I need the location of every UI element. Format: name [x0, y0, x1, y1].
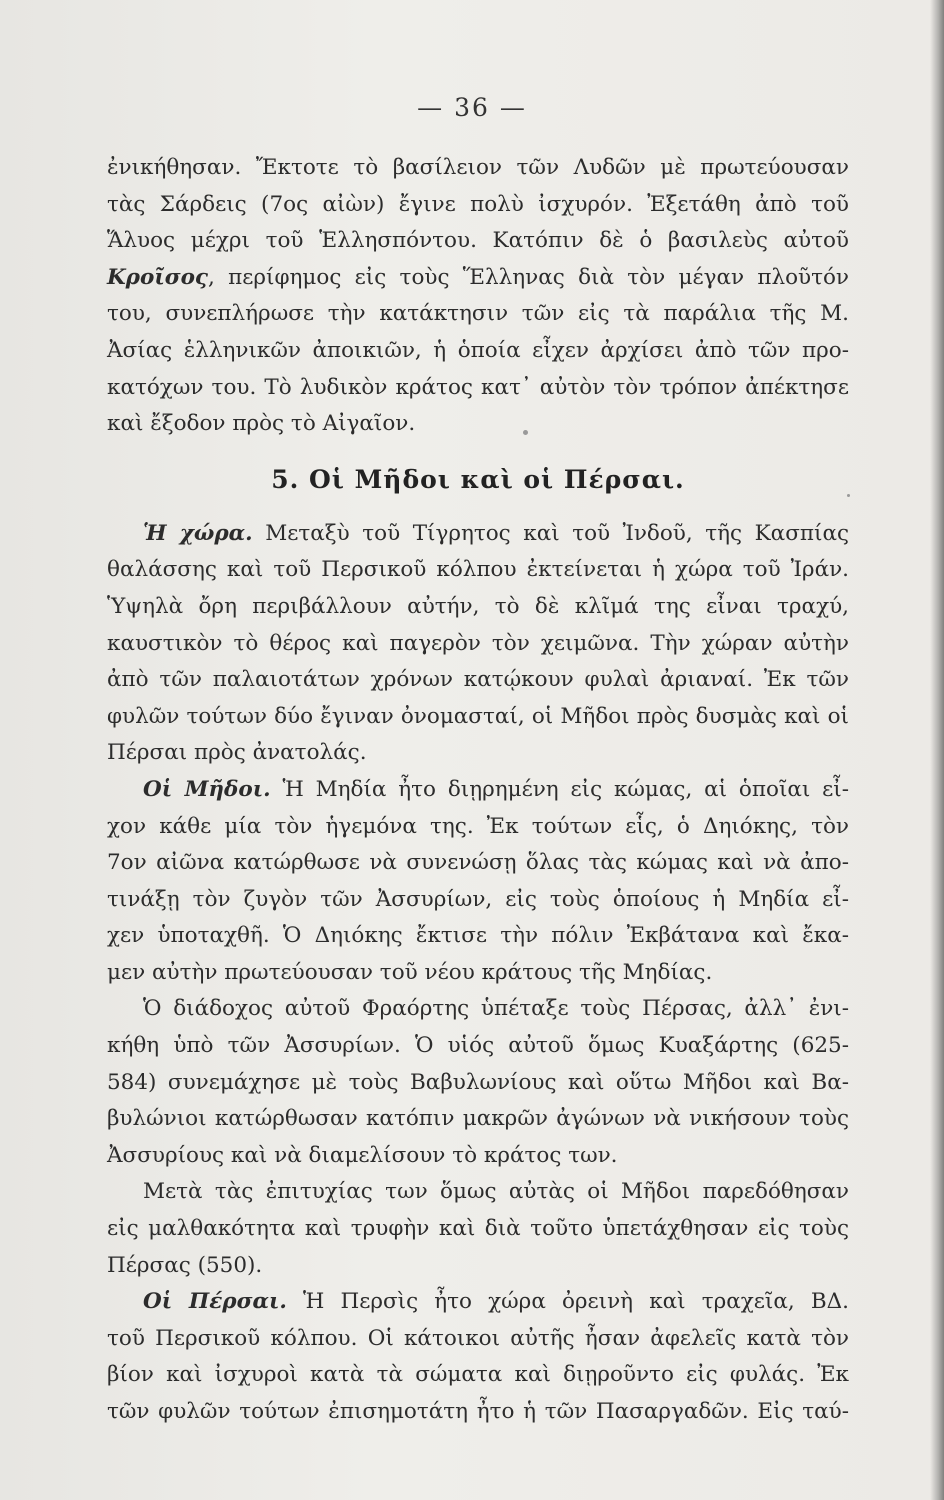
text-segment: Ἡ Μηδία ἦτο διῃρημένη εἰς κώμας, αἱ ὁποῖαι εἶ-: [270, 776, 849, 802]
subheading-i-chora: Ἡ χώρα.: [143, 520, 253, 546]
text-line: εἰς μαλθακότητα καὶ τρυφὴν καὶ διὰ τοῦτο ὑπετάχθησαν εἰς τοὺς: [107, 1216, 849, 1242]
section-heading-row: [107, 443, 849, 516]
text-segment: Μεταξὺ τοῦ Τίγρητος καὶ τοῦ Ἰνδοῦ, τῆς Κασπίας: [252, 520, 849, 546]
text-line: μεν αὐτὴν πρωτεύουσαν τοῦ νέου κράτους τῆς Μηδίας.: [107, 959, 713, 985]
text-line: Ὁ διάδοχος αὐτοῦ Φραόρτης ὑπέταξε τοὺς Πέρσας, ἀλλ᾽ ἐνι-: [143, 996, 849, 1022]
text-line: του, συνεπλήρωσε τὴν κατάκτησιν τῶν εἰς τὰ παράλια τῆς Μ.: [107, 301, 849, 327]
subheading-oi-persai: Οἱ Πέρσαι.: [143, 1289, 287, 1315]
ink-speck: [847, 494, 850, 497]
subheading-oi-midoi: Οἱ Μῆδοι.: [143, 776, 271, 802]
text-line: 584) συνεμάχησε μὲ τοὺς Βαβυλωνίους καὶ οὕτω Μῆδοι καὶ Βα-: [107, 1069, 849, 1095]
bold-name-kroisos: Κροῖσος: [107, 264, 209, 290]
text-line: Ἀσίας ἑλληνικῶν ἀποικιῶν, ἡ ὁποία εἶχεν ἀρχίσει ἀπὸ τῶν προ-: [107, 337, 849, 363]
text-line: Ἅλυος μέχρι τοῦ Ἑλλησπόντου. Κατόπιν δὲ ὁ βασιλεὺς αὐτοῦ: [107, 228, 849, 254]
text-line: Ἀσσυρίους καὶ νὰ διαμελίσουν τὸ κράτος των.: [107, 1142, 618, 1168]
section-heading: 5. Οἱ Μῆδοι καὶ οἱ Πέρσαι.: [271, 464, 685, 494]
text-line: [107, 772, 849, 809]
text-line: Πέρσαι πρὸς ἀνατολάς.: [107, 740, 367, 766]
text-line: καυστικὸν τὸ θέρος καὶ παγερὸν τὸν χειμῶνα. Τὴν χώραν αὐτὴν: [107, 630, 849, 656]
text-line: Μετὰ τὰς ἐπιτυχίας των ὅμως αὐτὰς οἱ Μῆδοι παρεδόθησαν: [143, 1179, 849, 1205]
text-line: τινάξῃ τὸν ζυγὸν τῶν Ἀσσυρίων, εἰς τοὺς ὁποίους ἡ Μηδία εἶ-: [107, 886, 849, 912]
text-line: 7ον αἰῶνα κατώρθωσε νὰ συνενώσῃ ὅλας τὰς κώμας καὶ νὰ ἀπο-: [107, 850, 849, 876]
text-segment: , περίφημος εἰς τοὺς Ἕλληνας διὰ τὸν μέγαν πλοῦτόν: [208, 264, 849, 290]
text-line: χεν ὑποταχθῆ. Ὁ Δηιόκης ἔκτισε τὴν πόλιν Ἐκβάτανα καὶ ἔκα-: [107, 923, 849, 949]
page-number: — 36 —: [417, 93, 527, 122]
text-line: ἐνικήθησαν. Ἔκτοτε τὸ βασίλειον τῶν Λυδῶν μὲ πρωτεύουσαν: [107, 155, 849, 180]
text-line: τοῦ Περσικοῦ κόλπου. Οἱ κάτοικοι αὐτῆς ἦσαν ἀφελεῖς κατὰ τὸν: [107, 1325, 849, 1351]
text-line: Πέρσας (550).: [107, 1252, 263, 1278]
text-segment: Ἡ Περσὶς ἦτο χώρα ὀρεινὴ καὶ τραχεῖα, ΒΔ.: [286, 1289, 849, 1315]
body-text: [107, 150, 849, 1431]
text-line: ἀπὸ τῶν παλαιοτάτων χρόνων κατῴκουν φυλαὶ ἀριαναί. Ἐκ τῶν: [107, 667, 849, 693]
text-line: χον κάθε μία τὸν ἡγεμόνα της. Ἐκ τούτων εἷς, ὁ Δηιόκης, τὸν: [107, 813, 849, 839]
text-line: κήθη ὑπὸ τῶν Ἀσσυρίων. Ὁ υἱός αὐτοῦ ὅμως Κυαξάρτης (625-: [107, 1033, 849, 1059]
text-line: κατόχων του. Τὸ λυδικὸν κράτος κατ᾽ αὐτὸν τὸν τρόπον ἀπέκτησε: [107, 374, 849, 400]
ink-speck: [523, 430, 528, 435]
text-line: θαλάσσης καὶ τοῦ Περσικοῦ κόλπου ἐκτείνεται ἡ χώρα τοῦ Ἰράν.: [107, 557, 849, 583]
text-line: φυλῶν τούτων δύο ἔγιναν ὀνομασταί, οἱ Μῆδοι πρὸς δυσμὰς καὶ οἱ: [107, 703, 849, 729]
text-line: τὰς Σάρδεις (7ος αἰὼν) ἔγινε πολὺ ἰσχυρόν. Ἐξετάθη ἀπὸ τοῦ: [107, 191, 849, 217]
text-line: [107, 1284, 849, 1321]
text-line: [107, 260, 849, 297]
text-line: Ὑψηλὰ ὄρη περιβάλλουν αὐτήν, τὸ δὲ κλῖμά της εἶναι τραχύ,: [107, 593, 849, 619]
text-line: καὶ ἔξοδον πρὸς τὸ Αἰγαῖον.: [107, 411, 416, 437]
text-line: βυλώνιοι κατώρθωσαν κατόπιν μακρῶν ἀγώνων νὰ νικήσουν τοὺς: [107, 1106, 849, 1132]
text-line: τῶν φυλῶν τούτων ἐπισημοτάτη ἦτο ἡ τῶν Πασαργαδῶν. Εἰς ταύ-: [107, 1399, 849, 1424]
text-line: [107, 516, 849, 553]
page-edge-shadow: [930, 0, 944, 1500]
text-line: βίον καὶ ἰσχυροὶ κατὰ τὰ σώματα καὶ διῃροῦντο εἰς φυλάς. Ἐκ: [107, 1362, 849, 1388]
